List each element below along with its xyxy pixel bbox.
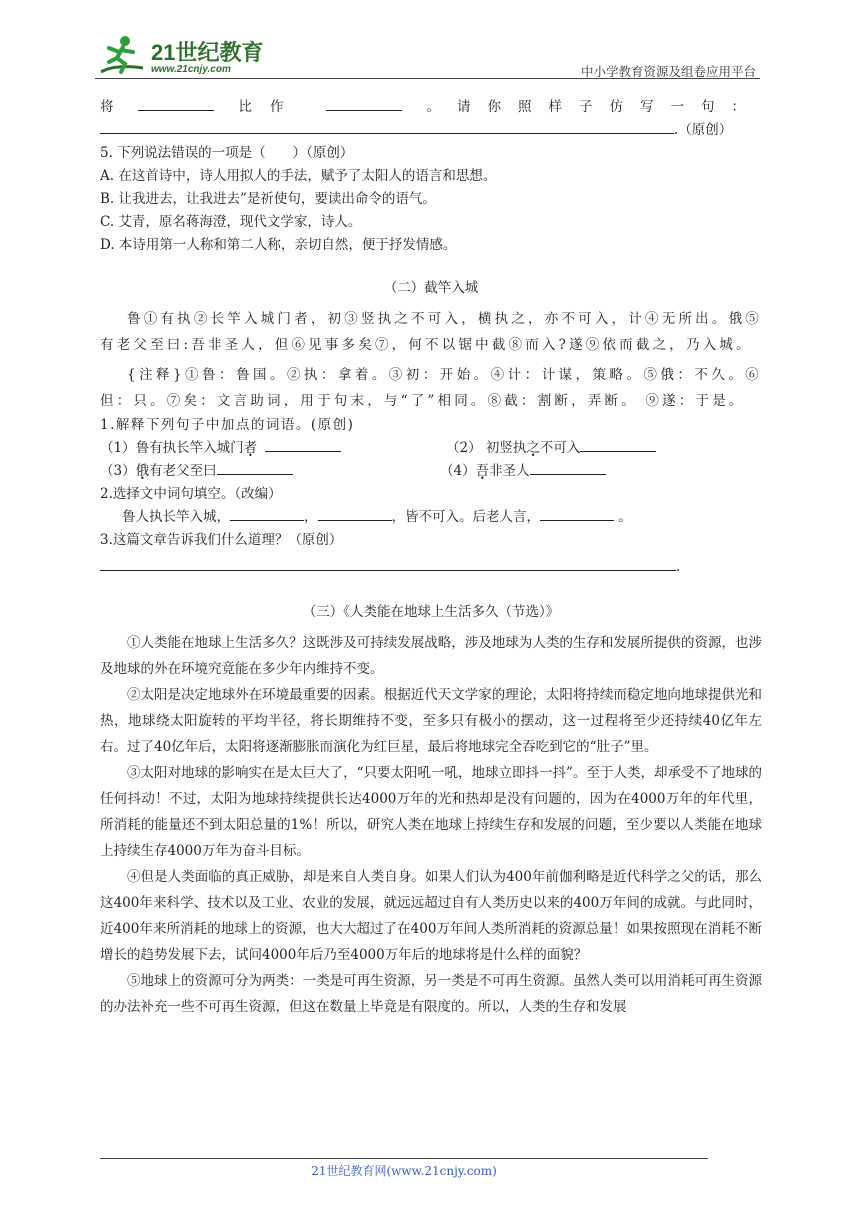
section-2-title: （二）截竿入城 (383, 280, 479, 296)
brand-name: 21世纪教育 (151, 40, 264, 65)
s2-q1-item-4: （4）吾非圣人 (422, 460, 762, 483)
runner-logo-icon (95, 34, 149, 82)
q4-blank-1[interactable] (138, 96, 214, 111)
footer-divider (100, 1158, 708, 1159)
q4-source: .（原创） (674, 122, 733, 138)
s2-q1-blank-3[interactable] (217, 460, 293, 475)
page-header (95, 30, 760, 80)
dotted-word: 者 (243, 440, 258, 456)
q4-blank-2[interactable] (326, 96, 402, 111)
s2-q3-answer-blank[interactable] (100, 556, 676, 571)
site-logo[interactable] (95, 30, 295, 80)
dotted-word: 之 (526, 440, 540, 456)
q5-option-b: B. 让我进去，让我进去”是祈使句，要读出命令的语气。 (100, 191, 436, 207)
s2-q1-item-1: （1）鲁有执长竿入城门者 (100, 437, 416, 460)
q4-word-bizuo: 比作 (238, 99, 302, 115)
annotation-notes: {注释}①鲁：鲁国。②执：拿着。③初：开始。④计：计谋，策略。⑤俄：不久。⑥但：只。⑦矣：文言助词，用于句末，与“了”相同。⑧截：割断，弄断。 ⑨遂：于是。 (100, 367, 762, 409)
s2-q1-stem: 1.解释下列句子中加点的词语。(原创) (100, 417, 355, 433)
q4-instruction: 。请你照样子仿写一句： (426, 99, 762, 115)
s3-paragraph-5: ⑤地球上的资源可分为两类：一类是可再生资源，另一类是不可再生资源。虽然人类可以用消耗可再生资源的办法补充一些不可再生资源，但这在数量上毕竟是有限度的。所以，人类的生存和发展 (100, 973, 762, 1015)
q5-option-c: C. 艾青，原名蒋海澄，现代文学家，诗人。 (100, 214, 362, 230)
brand-url: www.21cnjy.com (151, 64, 231, 75)
s2-q2-fill-line: 鲁人执长竿入城， ， ，皆不可入。后老人言， 。 (100, 506, 762, 529)
dotted-word: 吾 (475, 463, 490, 479)
q4-answer-line (100, 119, 762, 142)
classical-text: 鲁①有执②长竿入城门者，初③竖执之不可入，横执之，亦不可入，计④无所出。俄⑤有老父至曰:吾非圣人，但⑥见事多矣⑦，何不以锯中截⑧而入?遂⑨依而截之，乃入城。 (100, 311, 762, 353)
q4-fill-line (100, 96, 762, 119)
s2-q3-answer-line: . (100, 556, 762, 579)
dotted-word: 俄 (135, 463, 150, 479)
q4-answer-blank[interactable] (100, 119, 674, 134)
s2-q3-stem: 3.这篇文章告诉我们什么道理？（原创） (100, 532, 343, 548)
platform-tagline: 中小学教育资源及组卷应用平台 (580, 64, 756, 79)
s2-q2-stem: 2.选择文中词句填空。（改编） (100, 486, 282, 502)
q5-option-a: A. 在这首诗中，诗人用拟人的手法，赋予了太阳人的语言和思想。 (100, 168, 497, 184)
s2-q1-item-3: （3）俄有老父至曰 (100, 460, 422, 483)
header-divider (95, 78, 760, 79)
s2-q1-blank-2[interactable] (580, 437, 656, 452)
s2-q1-row-1 (100, 437, 762, 460)
s3-paragraph-2: ②太阳是决定地球外在环境最重要的因素。根据近代天文学家的理论，太阳将持续而稳定地向地球提供光和热，地球绕太阳旋转的平均半径，将长期维持不变，至多只有极小的摆动，这一过程将至少还持续40亿年左右。过了40亿年后，太阳将逐渐膨胀而演化为红巨星，最后将地球完全吞吃到它的“肚子”里。 (100, 687, 762, 755)
s3-paragraph-3: ③太阳对地球的影响实在是太巨大了，“只要太阳吼一吼，地球立即抖一抖”。至于人类，却承受不了地球的任何抖动！不过，太阳为地球持续提供长达4000万年的光和热却是没有问题的，因为在4000万年的年代里，所消耗的能量还不到太阳总量的1%！所以，研究人类在地球上持续生存和发展的问题，至少要以人类能在地球上持续生存4000万年为奋斗目标。 (100, 765, 762, 859)
s3-paragraph-1: ①人类能在地球上生活多久？这既涉及可持续发展战略，涉及地球为人类的生存和发展所提供的资源，也涉及地球的外在环境究竟能在多少年内维持不变。 (100, 635, 762, 677)
footer-link[interactable]: 21世纪教育网(www.21cnjy.com) (311, 1164, 497, 1178)
s2-q1-row-2 (100, 460, 762, 483)
s2-q1-blank-1[interactable] (265, 437, 341, 452)
s2-q1-blank-4[interactable] (530, 460, 606, 475)
section-3-title: （三）《人类能在地球上生活多久（节选）》 (302, 604, 560, 620)
q5-stem: 5. 下列说法错误的一项是（ ）（原创） (100, 145, 354, 161)
q4-word-jiang: 将 (100, 99, 114, 115)
s3-paragraph-4: ④但是人类面临的真正威胁，却是来自人类自身。如果人们认为400年前伽利略是近代科学之父的话，那么这400年来科学、技术以及工业、农业的发展，就远远超过自有人类历史以来的400万年间的成就。与此同时，近400年来所消耗的地球上的资源，也大大超过了在400万年间人类所消耗的资源总量！如果按照现在消耗不断增长的趋势发展下去，试问4000年后乃至4000万年后的地球将是什么样的面貌？ (100, 869, 762, 963)
worksheet-body (100, 96, 762, 1020)
s2-q2-blank-2[interactable] (318, 506, 392, 521)
s2-q2-blank-3[interactable] (540, 506, 614, 521)
s2-q1-item-2: （2） 初竖执之不可入 (416, 437, 762, 460)
s2-q2-blank-1[interactable] (230, 506, 304, 521)
q5-option-d: D. 本诗用第一人称和第二人称，亲切自然，便于抒发情感。 (100, 237, 457, 253)
